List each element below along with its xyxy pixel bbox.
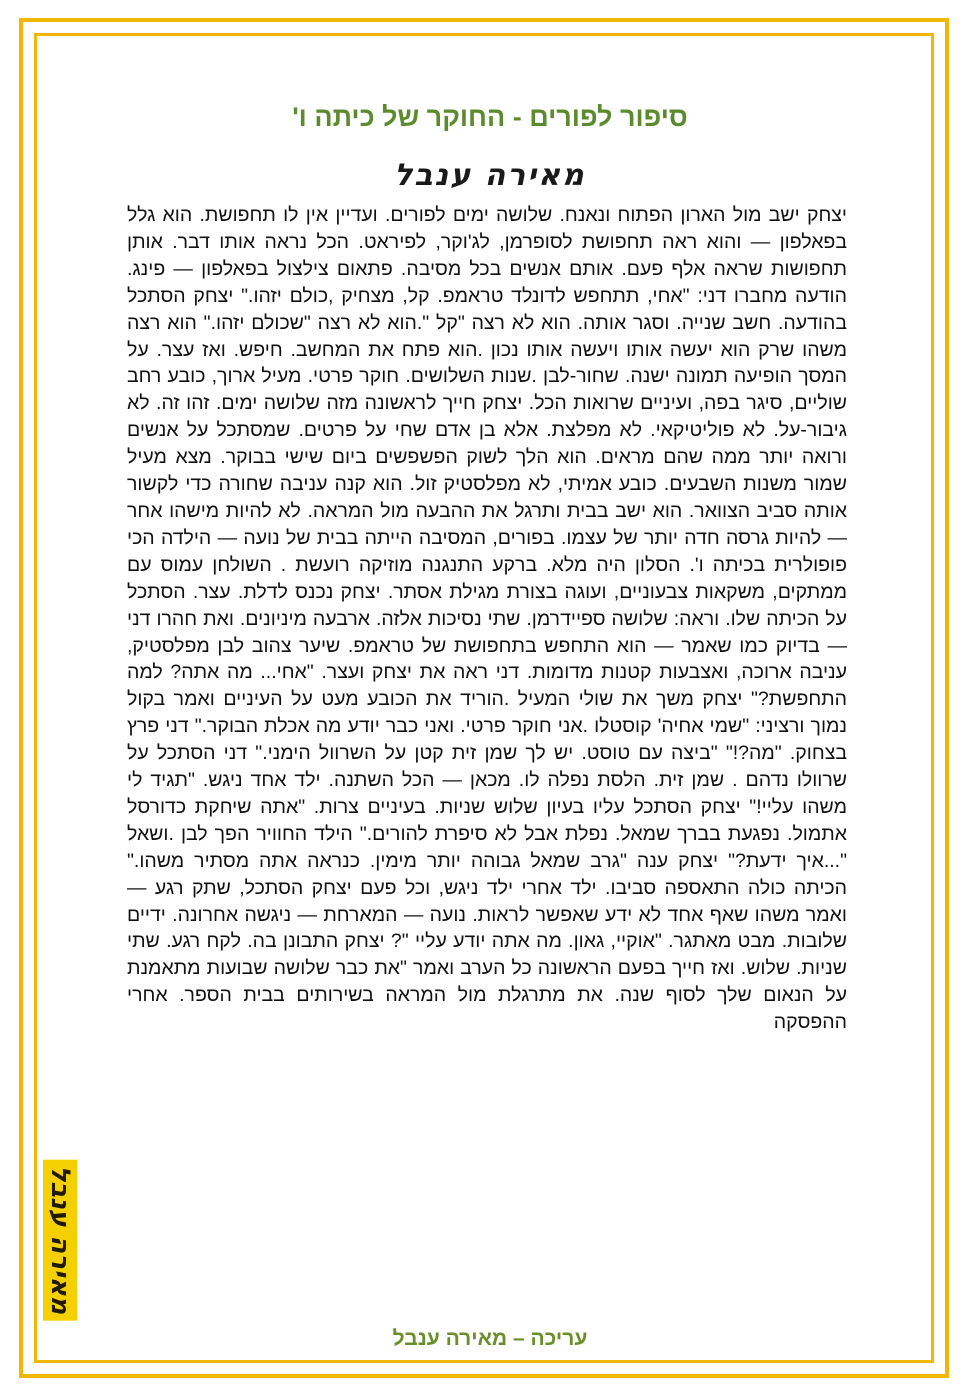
story-body: יצחק ישב מול הארון הפתוח ונאנח. שלושה ימים לפורים. ועדיין אין לו תחפושת. הוא גלל בפאלפון — והוא ראה תחפושת לסופרמן, לג'וקר, לפיראט. הכל נראה אותו דבר. אותן תחפושות שראה אלף פעם. אותם אנשים בכל מסיבה. פתאום צילצול בפאלפון — פינג. הודעה מחברו דני: "אחי, תתחפש לדונלד טראמפ. קל, מצחיק ,כולם יזהו." יצחק הסתכל בהודעה. חשב שנייה. וסגר אותה. הוא לא רצה "קל ".הוא לא רצה "שכולם יזהו." הוא רצה משהו שרק הוא יעשה אותו ויעשה אותו נכון .הוא פתח את המחשב. חיפש. ואז עצר. על המסך הופיעה תמונה ישנה. שחור-לבן .שנות השלושים. חוקר פרטי. מעיל ארוך, כובע רחב שוליים, סיגר בפה, ועיניים שרואות הכל. יצחק חייך לראשונה מזה שלושה ימים. זהו זה. לא גיבור-על. לא פוליטיקאי. לא מפלצת. אלא בן אדם שחי על פרטים. שמסתכל על אנשים ורואה יותר ממה שהם מראים. הוא הלך לשוק הפשפשים ביום שישי בבוקר. מצא מעיל שמור משנות השבעים. כובע אמיתי, לא מפלסטיק זול. הוא קנה עניבה שחורה כדי לקשור אותה סביב הצוואר. הוא ישב בבית ותרגל את ההבעה מול המראה. לא להיות מישהו אחר — להיות גרסה חדה יותר של עצמו. בפורים, המסיבה הייתה בבית של נועה — הילדה הכי פופולרית בכיתה ו'. הסלון היה מלא. ברקע התנגנה מוזיקה רועשת . השולחן עמוס עם ממתקים, משקאות צבעוניים, ועוגה בצורת מגילת אסתר. יצחק נכנס לדלת. עצר. הסתכל על הכיתה שלו. וראה: שלושה ספיידרמן. שתי נסיכות אלזה. ארבעה מיניונים. ואת חהרו דני — בדיוק כמו שאמר — הוא התחפש בתחפושת של טראמפ. שיער צהוב לבן מפלסטיק, עניבה ארוכה, ואצבעות קטנות מדומות. דני ראה את יצחק ועצר. "אחי... מה אתה? למה התחפשת?" יצחק משך את שולי המעיל .הוריד את הכובע מעט על העיניים ואמר בקול נמוך ורציני: "שמי אחיה' קוסטלו .אני חוקר פרטי. ואני כבר יודע מה אכלת הבוקר." דני פרץ בצחוק. "מה?!" "ביצה עם טוסט. יש לך שמן זית קטן על השרוול הימני." דני הסתכל על שרוולו נדהם . שמן זית. הלסת נפלה לו. מכאן — הכל השתנה. ילד אחד ניגש. "תגיד לי משהו עליי!" יצחק הסתכל עליו בעיון שלוש שניות. בעיניים צרות. "אתה שיחקת כדורסל אתמול. נפגעת בברך שמאל. נפלת אבל לא סיפרת להורים." הילד החוויר הפך לבן .ושאל "...איך ידעת?" יצחק ענה "גרב שמאל גבוהה יותר מימין. כנראה אתה מסתיר משהו." הכיתה כולה התאספה סביבו. ילד אחרי ילד ניגש, וכל פעם יצחק הסתכל, שתק רגע — ואמר משהו שאף אחד לא ידע שאפשר לראות. נועה — המארחת — ניגשה אחרונה. ידיים שלובות. מבט מאתגר. "אוקיי, גאון. מה אתה יודע עליי "? יצחק התבונן בה. לקח רגע. שתי שניות. שלוש. ואז חייך בפעם הראשונה כל הערב ואמר "את כבר שלושה שבועות מתאמנת על הנאום שלך לסוף שנה. את מתרגלת מול המראה בשירותים בבית הספר. אחרי ההפסקה	[127, 204, 847, 1034]
editor-credit: עריכה – מאירה ענבל	[392, 1327, 588, 1350]
side-signature-text: מאירה ענבל	[43, 1160, 77, 1321]
story-title: סיפור לפורים - החוקר של כיתה ו'	[292, 102, 688, 132]
side-signature-stamp	[40, 1150, 80, 1330]
author-signature: מאירה ענבל	[394, 158, 586, 193]
